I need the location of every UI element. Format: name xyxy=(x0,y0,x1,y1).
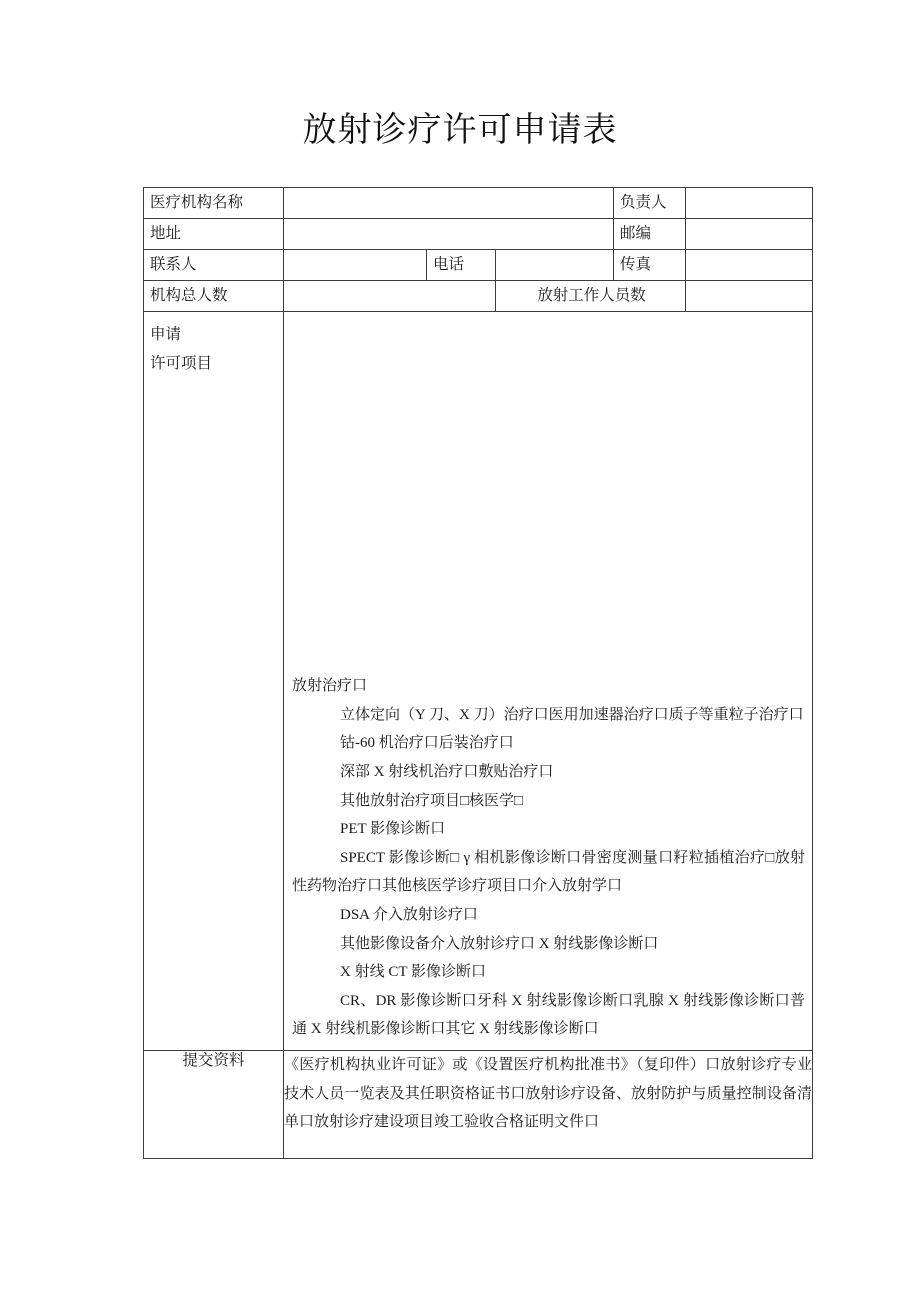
page-title: 放射诊疗许可申请表 xyxy=(302,112,618,149)
address-value xyxy=(284,219,613,249)
total-staff-value xyxy=(284,281,495,311)
checkbox-item-pet[interactable]: PET 影像诊断口 xyxy=(340,821,446,838)
contact-person-label-cell xyxy=(144,250,284,281)
postcode-label-cell xyxy=(614,219,686,250)
apply-items-label-cell xyxy=(144,312,284,1051)
apply-items-list xyxy=(292,672,805,1044)
checkbox-item-cr-dr[interactable]: CR、DR 影像诊断口牙科 X 射线影像诊断口乳腺 X 射线影像诊断口普通 X 射线机影像诊断口其它 X 射线影像诊断口 xyxy=(292,992,806,1038)
address-value-cell[interactable] xyxy=(284,219,614,250)
phone-value xyxy=(496,250,613,280)
fax-value-cell[interactable] xyxy=(686,250,813,281)
checkbox-item-cobalt60[interactable]: 钴-60 机治疗口后装治疗口 xyxy=(340,735,514,752)
phone-label: 电话 xyxy=(433,256,465,273)
checkbox-item-deep-xray[interactable]: 深部 X 射线机治疗口敷贴治疗口 xyxy=(340,764,554,781)
total-staff-value-cell[interactable] xyxy=(284,281,496,312)
apply-items-body-cell xyxy=(284,312,813,1051)
radiation-permit-application-table xyxy=(143,187,813,1159)
apply-items-label-line1: 申请 xyxy=(150,326,182,343)
checkbox-item-xray-ct[interactable]: X 射线 CT 影像诊断口 xyxy=(340,964,486,981)
table-row-submitted-materials xyxy=(144,1051,813,1159)
postcode-label: 邮编 xyxy=(620,225,652,242)
contact-person-value-cell[interactable] xyxy=(284,250,427,281)
submitted-materials-label: 提交资料 xyxy=(182,1052,245,1069)
fax-label-cell xyxy=(614,250,686,281)
total-staff-label: 机构总人数 xyxy=(150,287,228,304)
table-row-apply-items xyxy=(144,312,813,1051)
contact-person-value xyxy=(284,250,426,280)
address-label: 地址 xyxy=(150,225,182,242)
checkbox-item-spect[interactable]: SPECT 影像诊断□ γ 相机影像诊断口骨密度测量口籽粒插植治疗□放射性药物治疗口其他核医学诊疗项目口介入放射学口 xyxy=(292,849,806,895)
apply-items-label xyxy=(144,312,283,378)
radiation-staff-label: 放射工作人员数 xyxy=(537,287,646,304)
institution-name-value xyxy=(284,188,613,218)
responsible-person-label-cell xyxy=(614,188,686,219)
phone-label-cell xyxy=(427,250,496,281)
submitted-materials-text[interactable]: 《医疗机构执业许可证》或《设置医疗机构批准书》（复印件）口放射诊疗专业技术人员一览表及其任职资格证书口放射诊疗设备、放射防护与质量控制设备清单口放射诊疗建设项目竣工验收合格证明文件口 xyxy=(284,1057,813,1131)
table-row-contact xyxy=(144,250,813,281)
radiation-staff-value xyxy=(686,281,812,311)
checkbox-item-other-imaging-intervention[interactable]: 其他影像设备介入放射诊疗口 X 射线影像诊断口 xyxy=(340,935,659,952)
submitted-materials-body-cell xyxy=(284,1051,813,1159)
total-staff-label-cell xyxy=(144,281,284,312)
table-row-institution-name xyxy=(144,188,813,219)
responsible-person-value-cell[interactable] xyxy=(686,188,813,219)
radiation-staff-value-cell[interactable] xyxy=(686,281,813,312)
institution-name-value-cell[interactable] xyxy=(284,188,614,219)
institution-name-label: 医疗机构名称 xyxy=(150,194,244,211)
responsible-person-value xyxy=(686,188,812,218)
submitted-materials-label-cell xyxy=(144,1051,284,1159)
checkbox-item-dsa[interactable]: DSA 介入放射诊疗口 xyxy=(340,907,478,924)
table-row-address xyxy=(144,219,813,250)
phone-value-cell[interactable] xyxy=(496,250,614,281)
table-row-headcount xyxy=(144,281,813,312)
checkbox-item-other-radiotherapy[interactable]: 其他放射治疗项目□核医学□ xyxy=(340,792,524,809)
institution-name-label-cell xyxy=(144,188,284,219)
fax-label: 传真 xyxy=(620,256,652,273)
checkbox-item-stereotactic[interactable]: 立体定向（Y 刀、X 刀）治疗口医用加速器治疗口质子等重粒子治疗口 xyxy=(340,706,804,723)
postcode-value xyxy=(686,219,812,249)
radiation-staff-label-cell xyxy=(496,281,686,312)
fax-value xyxy=(686,250,812,280)
address-label-cell xyxy=(144,219,284,250)
checkbox-item-radiotherapy[interactable]: 放射治疗口 xyxy=(292,678,368,695)
postcode-value-cell[interactable] xyxy=(686,219,813,250)
apply-items-label-line2: 许可项目 xyxy=(150,355,213,372)
contact-person-label: 联系人 xyxy=(150,256,197,273)
responsible-person-label: 负责人 xyxy=(620,194,667,211)
